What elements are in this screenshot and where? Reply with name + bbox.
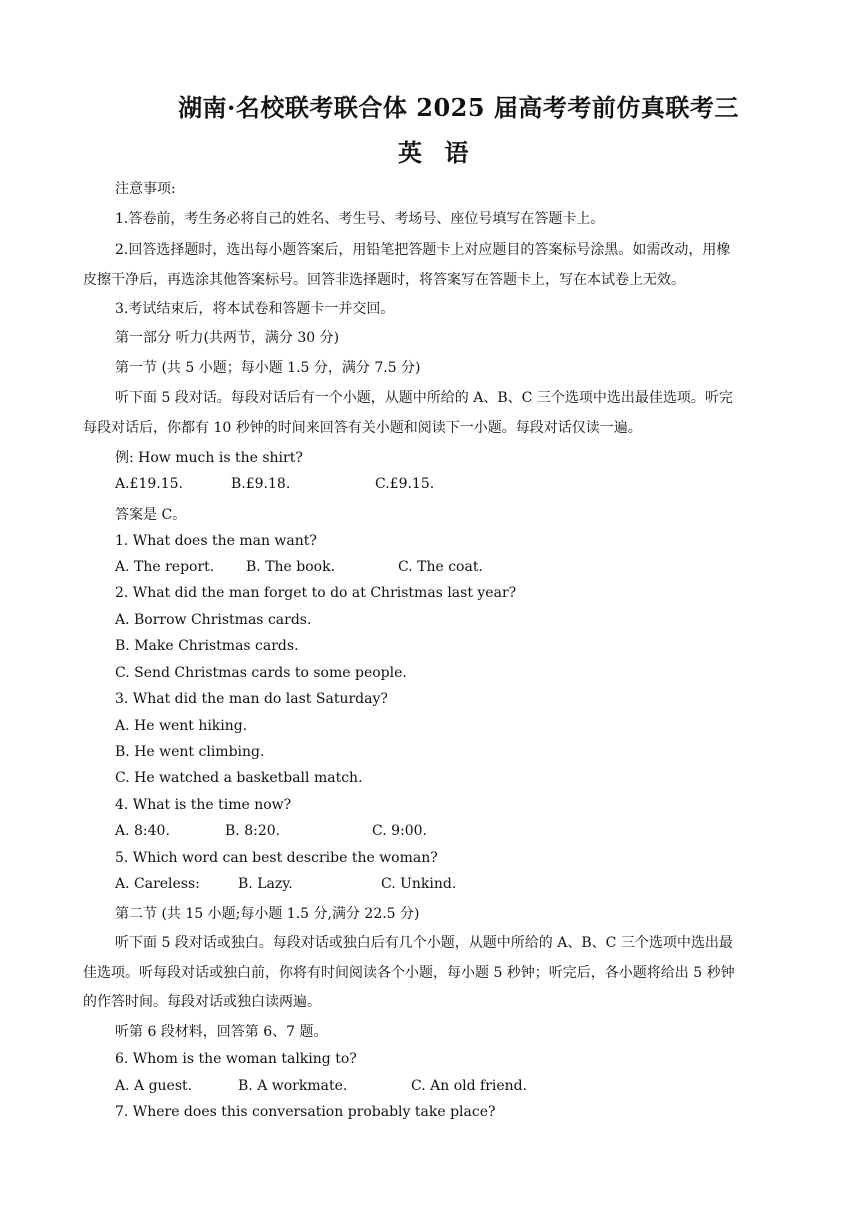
- question-6-option-a: A. A guest.: [115, 1078, 193, 1094]
- section1-instruction-line-1: 听下面 5 段对话。每段对话后有一个小题，从题中所给的 A、B、C 三个选项中选出最佳选项。听完: [115, 390, 733, 406]
- subject-char-2: 语: [444, 138, 469, 167]
- material-6-instruction: 听第 6 段材料，回答第 6、7 题。: [115, 1024, 328, 1040]
- notice-item-2-line-2: 皮擦干净后，再选涂其他答案标号。回答非选择题时，将答案写在答题卡上，写在本试卷上无效。: [83, 272, 685, 288]
- question-2-option-c: C. Send Christmas cards to some people.: [115, 665, 407, 681]
- subject-char-1: 英: [398, 138, 423, 167]
- section1-heading: 第一节 (共 5 小题；每小题 1.5 分，满分 7.5 分): [115, 360, 421, 376]
- example-option-c: C.£9.15.: [375, 476, 435, 492]
- notice-item-2-line-1: 2.回答选择题时，选出每小题答案后，用铅笔把答题卡上对应题目的答案标号涂黑。如需改动，用橡: [115, 242, 731, 258]
- question-2-option-a: A. Borrow Christmas cards.: [115, 612, 312, 628]
- question-1: 1. What does the man want?: [115, 533, 317, 549]
- section2-instruction-line-1: 听下面 5 段对话或独白。每段对话或独白后有几个小题，从题中所给的 A、B、C 三个选项中选出最: [115, 935, 733, 951]
- notice-item-3: 3.考试结束后，将本试卷和答题卡一并交回。: [115, 301, 395, 317]
- question-6-option-c: C. An old friend.: [411, 1078, 528, 1094]
- example-question: 例: How much is the shirt?: [115, 450, 303, 466]
- section2-heading: 第二节 (共 15 小题;每小题 1.5 分,满分 22.5 分): [115, 906, 420, 922]
- question-1-option-c: C. The coat.: [398, 559, 483, 575]
- question-5: 5. Which word can best describe the woman?: [115, 850, 438, 866]
- question-4-option-a: A. 8:40.: [115, 823, 170, 839]
- section2-instruction-line-2: 佳选项。听每段对话或独白前，你将有时间阅读各个小题，每小题 5 秒钟；听完后，各小题将给出 5 秒钟: [83, 965, 735, 981]
- example-option-b: B.£9.18.: [231, 476, 291, 492]
- question-3-option-b: B. He went climbing.: [115, 744, 265, 760]
- example-answer: 答案是 C。: [115, 507, 187, 523]
- question-5-option-a: A. Careless:: [115, 876, 200, 892]
- question-1-option-b: B. The book.: [246, 559, 336, 575]
- section2-instruction-line-3: 的作答时间。每段对话或独白读两遍。: [83, 994, 321, 1010]
- question-3-option-c: C. He watched a basketball match.: [115, 770, 363, 786]
- section1-instruction-line-2: 每段对话后，你都有 10 秒钟的时间来回答有关小题和阅读下一小题。每段对话仅读一遍。: [83, 420, 642, 436]
- question-5-option-c: C. Unkind.: [381, 876, 457, 892]
- notice-item-1: 1.答卷前，考生务必将自己的姓名、考生号、考场号、座位号填写在答题卡上。: [115, 211, 605, 227]
- question-4: 4. What is the time now?: [115, 797, 292, 813]
- subject-title: [0, 133, 867, 168]
- question-1-option-a: A. The report.: [115, 559, 215, 575]
- question-4-option-c: C. 9:00.: [372, 823, 428, 839]
- question-4-option-b: B. 8:20.: [225, 823, 281, 839]
- question-2: 2. What did the man forget to do at Christmas last year?: [115, 585, 517, 601]
- exam-title: 湖南·名校联考联合体 2025 届高考考前仿真联考三: [178, 93, 739, 122]
- question-3: 3. What did the man do last Saturday?: [115, 691, 388, 707]
- question-2-option-b: B. Make Christmas cards.: [115, 638, 299, 654]
- question-3-option-a: A. He went hiking.: [115, 718, 248, 734]
- question-6: 6. Whom is the woman talking to?: [115, 1051, 357, 1067]
- question-7: 7. Where does this conversation probably take place?: [115, 1104, 496, 1120]
- notice-heading: 注意事项:: [115, 181, 176, 197]
- question-5-option-b: B. Lazy.: [238, 876, 293, 892]
- example-option-a: A.£19.15.: [115, 476, 183, 492]
- part1-heading: 第一部分 听力(共两节，满分 30 分): [115, 330, 340, 346]
- question-6-option-b: B. A workmate.: [238, 1078, 348, 1094]
